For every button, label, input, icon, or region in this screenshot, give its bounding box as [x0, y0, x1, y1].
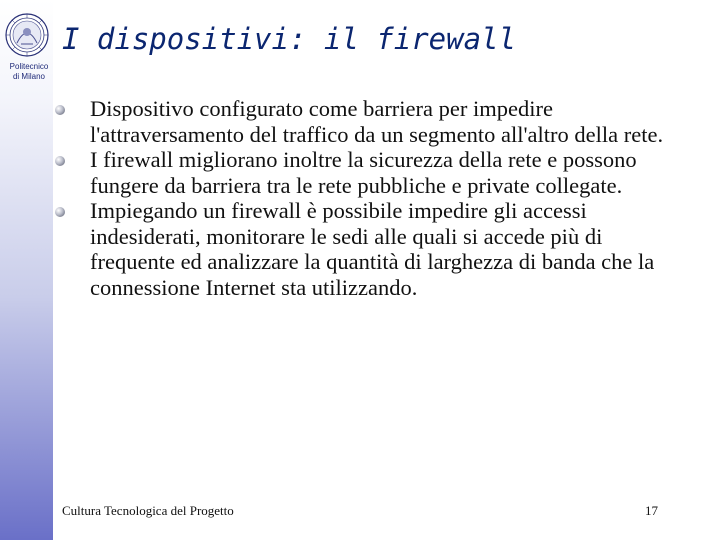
bullet-text: I firewall migliorano inoltre la sicurezza della rete e possono fungere da barriera tra le rete pubbliche e private collegate. [90, 147, 637, 198]
bullet-item [52, 96, 692, 147]
bullet-dot-icon [55, 207, 65, 217]
bullet-list [52, 96, 692, 300]
bullet-text: Impiegando un firewall è possibile impedire gli accessi indesiderati, monitorare le sedi alle quali si accede più di frequente ed analizzare la quantità di larghezza di banda che la connessione Internet sta utilizzando. [90, 198, 655, 300]
bullet-dot-icon [55, 156, 65, 166]
university-seal-logo [5, 13, 49, 57]
page-number: 17 [645, 503, 658, 518]
bullet-item [52, 198, 692, 300]
bullet-text: Dispositivo configurato come barriera per impedire l'attraversamento del traffico da un segmento all'altro della rete. [90, 96, 664, 147]
logo-text-line1: Politecnico [9, 62, 49, 71]
logo-text-line2: di Milano [12, 72, 45, 81]
slide-title: I dispositivi: il firewall [62, 22, 516, 56]
footer-course-title: Cultura Tecnologica del Progetto [62, 503, 234, 518]
bullet-item [52, 147, 692, 198]
bullet-dot-icon [55, 105, 65, 115]
